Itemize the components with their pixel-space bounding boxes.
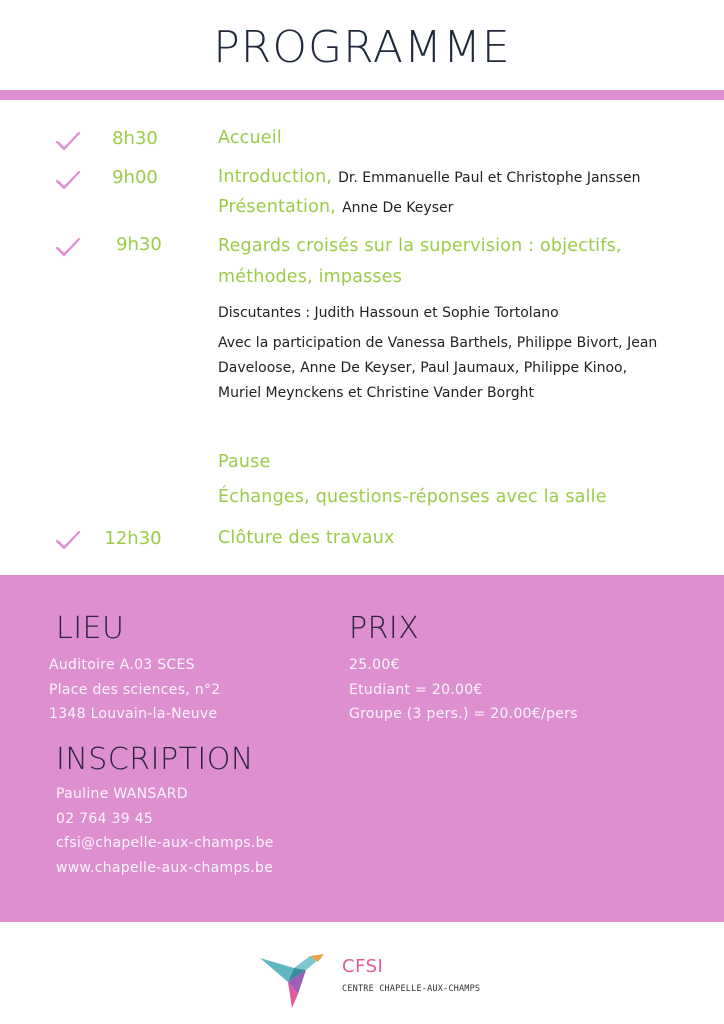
contact-website[interactable]: www.chapelle-aux-champs.be <box>56 859 274 876</box>
prix-line: 25.00€ <box>349 657 400 673</box>
lieu-line: Auditoire A.03 SCES <box>49 657 195 673</box>
check-icon <box>54 130 82 152</box>
contact-phone: 02 764 39 45 <box>56 810 154 827</box>
participants: Avec la participation de Vanessa Barthels, Philippe Bivort, Jean Daveloose, Anne De Keyser, Paul Jaumaux, Philippe Kinoo, Muriel Meynckens et Christine Vander Borght <box>218 335 658 401</box>
check-icon <box>54 529 82 551</box>
programme-time: 8h30 <box>112 128 158 149</box>
check-icon <box>54 236 82 258</box>
exchanges-label: Échanges, questions-réponses avec la salle <box>218 487 607 507</box>
programme-title: Accueil <box>218 128 282 148</box>
programme-subtitle <box>218 197 453 217</box>
prix-heading: PRIX <box>349 611 420 646</box>
lieu-line: Place des sciences, n°2 <box>49 681 221 698</box>
title-line: méthodes, impasses <box>218 267 403 287</box>
prix-line: Etudiant = 20.00€ <box>349 681 483 698</box>
bird-logo-icon <box>258 948 330 1012</box>
lieu-line: 1348 Louvain-la-Neuve <box>49 706 218 722</box>
lieu-details <box>49 653 220 727</box>
inscription-heading: INSCRIPTION <box>56 742 254 777</box>
presentation-speaker: Anne De Keyser <box>342 200 454 216</box>
contact-email[interactable]: cfsi@chapelle-aux-champs.be <box>56 835 274 851</box>
logo-name: CFSI <box>342 956 384 977</box>
logo-subtitle: CENTRE CHAPELLE-AUX-CHAMPS <box>342 984 481 994</box>
programme-title <box>218 167 640 187</box>
title-underline-bar <box>0 90 724 100</box>
contact-name: Pauline WANSARD <box>56 786 188 802</box>
discussants: Discutantes : Judith Hassoun et Sophie Tortolano <box>218 305 559 321</box>
introduction-speakers: Dr. Emmanuelle Paul et Christophe Janssen <box>338 170 641 186</box>
prix-details <box>349 653 578 727</box>
pause-label: Pause <box>218 452 271 472</box>
programme-time: 9h00 <box>112 167 158 188</box>
programme-title <box>218 231 668 293</box>
programme-time: 9h30 <box>116 234 162 255</box>
inscription-details <box>56 782 274 880</box>
prix-line: Groupe (3 pers.) = 20.00€/pers <box>349 706 578 722</box>
presentation-label: Présentation, <box>218 197 337 217</box>
programme-time: 12h30 <box>104 528 162 549</box>
check-icon <box>54 169 82 191</box>
introduction-label: Introduction, <box>218 167 333 187</box>
info-panel <box>0 575 724 922</box>
programme-title: Clôture des travaux <box>218 528 395 548</box>
lieu-heading: LIEU <box>56 611 125 646</box>
page-title: PROGRAMME <box>213 22 511 73</box>
title-line: Regards croisés sur la supervision : objectifs, <box>218 236 622 256</box>
